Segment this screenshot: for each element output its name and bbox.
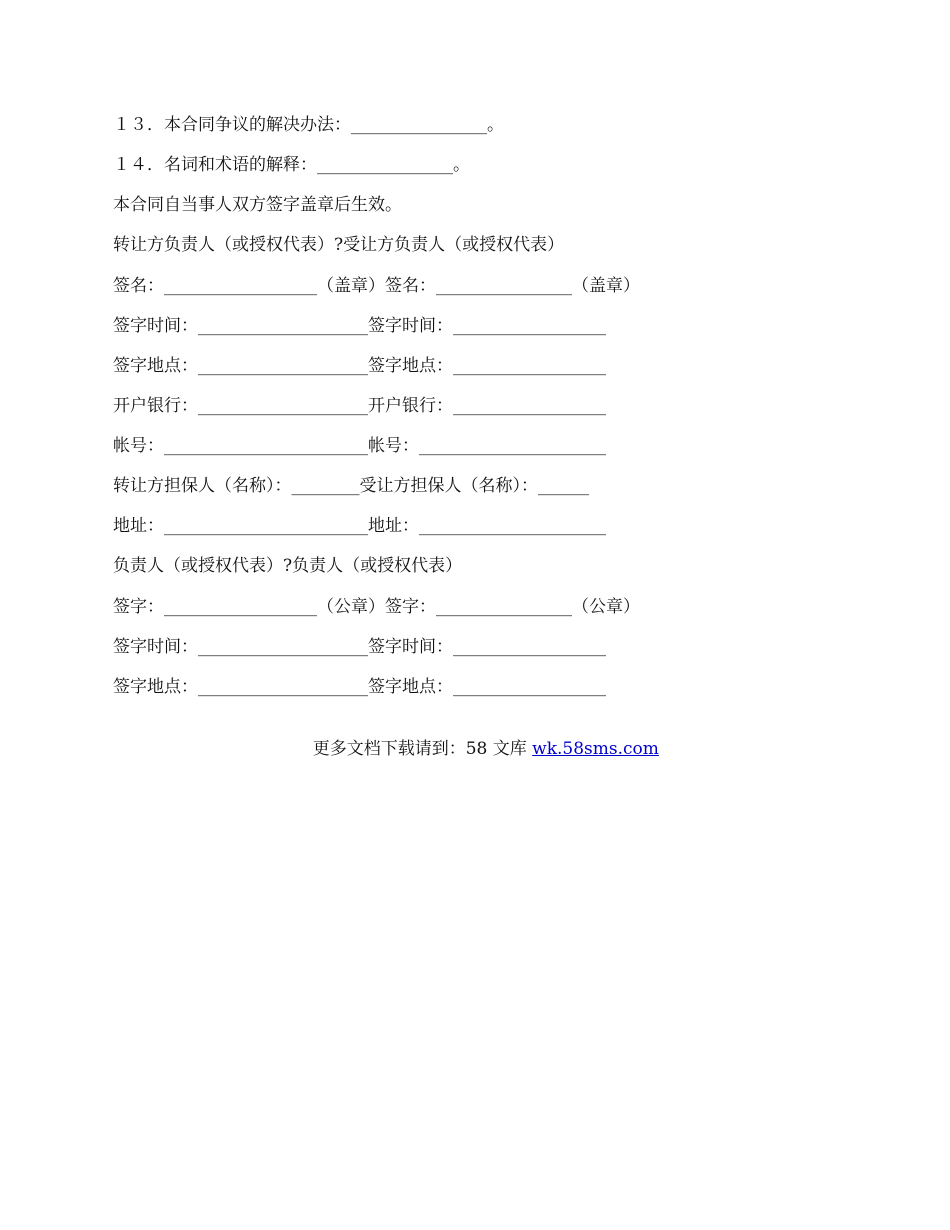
- effective-statement: 本合同自当事人双方签字盖章后生效。: [113, 195, 402, 215]
- guarantor-representatives-header: 负责人（或授权代表）?负责人（或授权代表）: [113, 556, 463, 576]
- guarantor-signature-seal-line: 签字：__________________（公章）签字：________________（公章）: [113, 597, 640, 617]
- clause-13-dispute-resolution: １３．本合同争议的解决办法：________________。: [113, 115, 504, 135]
- footer-text: 更多文档下载请到：58 文库: [312, 739, 533, 759]
- footer-link[interactable]: wk.58sms.com: [532, 739, 659, 759]
- guarantor-name-line: 转让方担保人（名称）：________受让方担保人（名称）：______: [113, 476, 589, 496]
- bank-line: 开户银行：____________________开户银行：__________________: [113, 396, 606, 416]
- signature-seal-line: 签名：__________________（盖章）签名：________________（盖章）: [113, 276, 640, 296]
- download-footer: [0, 716, 950, 782]
- footer-content: [313, 738, 659, 760]
- guarantor-signing-place-line: 签字地点：____________________签字地点：__________________: [113, 677, 606, 697]
- signing-time-line: 签字时间：____________________签字时间：__________________: [113, 316, 606, 336]
- clause-14-terms-definition: １４．名词和术语的解释：________________。: [113, 155, 470, 175]
- address-line: 地址：________________________地址：______________________: [113, 516, 606, 536]
- representatives-header: 转让方负责人（或授权代表）?受让方负责人（或授权代表）: [113, 235, 565, 255]
- signing-place-line: 签字地点：____________________签字地点：__________________: [113, 356, 606, 376]
- account-number-line: 帐号：________________________帐号：______________________: [113, 436, 606, 456]
- guarantor-signing-time-line: 签字时间：____________________签字时间：__________________: [113, 637, 606, 657]
